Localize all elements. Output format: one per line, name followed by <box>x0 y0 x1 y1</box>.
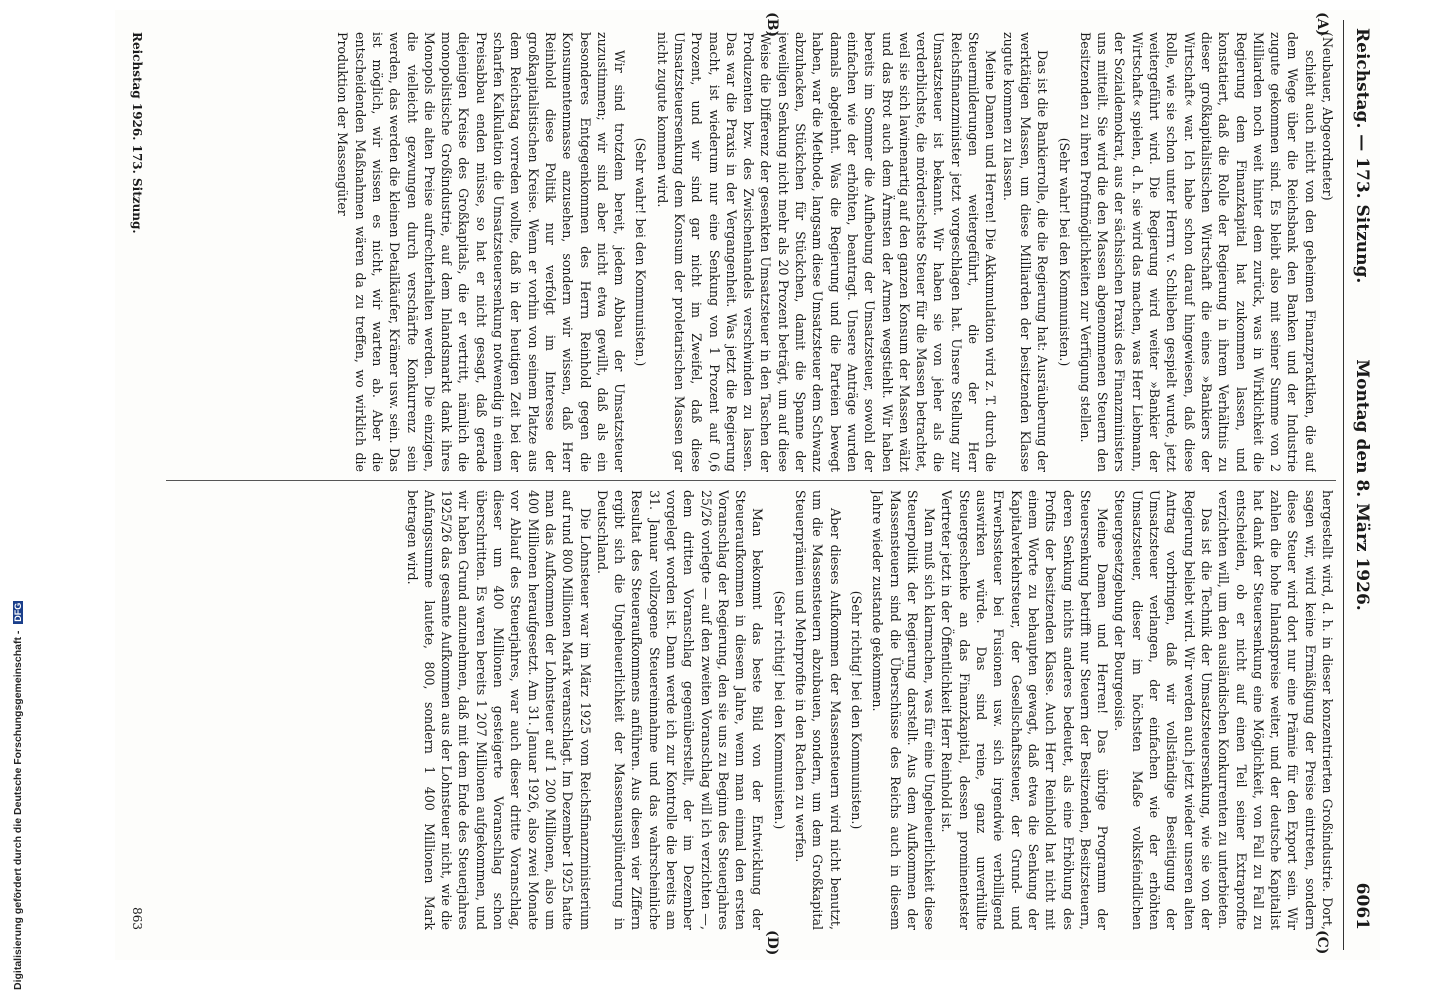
margin-mark-b: (B) <box>764 12 780 38</box>
header-left: Reichstag. — 173. Sitzung. <box>1352 28 1372 284</box>
paragraph: Wir sind trotzdem bereit, jedem Abbau der Umsatzsteuer zuzustimmen; wir sind aber nicht etwa gewillt, daß als ein besonderes Entgegenkommen des Herrn Reinhold gegen die Konsumentenmasse anzusehen, sondern wir wissen, daß Herr Reinhold diese Politik nur verfolgt im Interesse der großkapitalistischen Kreise. Wenn er vorhin von seinem Platze aus dem Reichstag vorreden wollte, daß in der heutigen Zeit bei der scharfen Kalkulation die Umsatzsteuersenkung notwendig in einem Preisabbau enden müsse, so hat er nicht gesagt, daß gerade diejenigen Kreise des Großkapitals, die er vertritt, nämlich die monopolistische Großindustrie, auf dem Inlandsmarkt dank ihres Monopols die alten Preise aufrechterhalten werden. Die einzigen, die vielleicht gezwungen durch verschärfte Konkurrenz sein werden, das werden die kleinen Detailkäufer, Krämer usw. sein. Das ist möglich, wir wissen es nicht, wir warten ab. Aber die entscheidenden Maßnahmen wären da zu treffen, wo wirklich die Produktion der Massengüter <box>335 32 628 472</box>
right-text-column <box>156 490 1336 930</box>
paragraph: (Neubauer, Abgeordneter) <box>1320 32 1335 201</box>
page-number: 6061 <box>1352 882 1372 930</box>
paragraph: hergestellt wird, d. h. in dieser konzentrierten Großindustrie. Dort, sagen wir, wird keine Ermäßigung der Preise eintreten, sondern diese Steuer wird dort nur eine Prämie für den Export sein. Wir zahlen die hohe Inlandspreise weiter, und der deutsche Kapitalist hat dank der Steuersenkung eine Möglichkeit, von Fall zu Fall zu entscheiden, ob er nicht auf einen Teil seiner Extraprofite verzichten will, um den ausländischen Konkurrenten zu unterbieten. <box>1216 490 1335 930</box>
paragraph: Das ist die Bankierrolle, die die Regierung hat: Ausräuberung der werktätigen Massen, um diese Milliarden der besitzenden Klasse zugute kommen zu lassen. <box>1000 32 1051 472</box>
interjection: (Sehr richtig! bei den Kommunisten.) <box>848 590 864 830</box>
interjection: (Sehr wahr! bei den Kommunisten.) <box>1056 137 1072 367</box>
footer-page-number: 863 <box>130 907 144 930</box>
document-page <box>115 10 1380 960</box>
dfg-logo: DFG <box>13 602 23 622</box>
header-rule <box>1343 20 1344 950</box>
digitization-note <box>0 0 24 1000</box>
interjection: (Sehr richtig! bei den Kommunisten.) <box>771 590 787 830</box>
margin-mark-d: (D) <box>764 930 780 956</box>
interjection: (Sehr wahr! bei den Kommunisten.) <box>633 137 649 367</box>
footer-session: Reichstag 1926. 173. Sitzung. <box>130 32 144 234</box>
header-date: Montag den 8. März 1926. <box>1352 359 1372 611</box>
page-header <box>1346 10 1380 960</box>
paragraph: Man bekommt das beste Bild von der Entwicklung der Steueraufkommen in diesem Jahre, wenn man einmal den ersten Voranschlag der Regierung, den sie uns zu Beginn des Steuerjahres 25/26 vorlegte — auf den zweiten Voranschlag will ich verzichten —, dem dritten Voranschlag gegenüberstellt, der im Dezember vorgelegt worden ist. Dann werde ich zur Kontrolle die bereits am 31. Januar vollzogene Steuereinnahme und das wahrscheinliche Resultat des Steueraufkommens anführen. Aus diesen vier Ziffern ergibt sich die Ungeheuerlichkeit der Massenausplünderung in Deutschland. <box>594 490 766 930</box>
left-text-column <box>156 32 1336 472</box>
digitization-text: Digitalisierung gefördert durch die Deutsche Forschungsgemeinschaft - <box>12 630 24 990</box>
margin-mark-c: (C) <box>1314 930 1330 955</box>
column-divider <box>166 480 1336 481</box>
paragraph: Die Lohnsteuer war im März 1925 vom Reichsfinanzministerium auf rund 800 Millionen Mark veranschlagt. Im Dezember 1925 hatte man das Aufkommen der Lohnsteuer auf 1 200 Millionen, also um 400 Millionen heraufgesetzt. Am 31. Januar 1926, also zwei Monate vor Ablauf des Steuerjahres, war auch dieser dritte Voranschlag, dieser um 400 Millionen gesteigerte Voranschlag schon überschritten. Es waren bereits 1 207 Millionen aufgekommen, und wir haben Grund anzunehmen, daß mit dem Ende des Steuerjahres 1925/26 das gesamte Aufkommen aus der Lohnsteuer nicht, wie die Anfangssumme lautete, 800, sondern 1 400 Millionen Mark betragen wird. <box>404 490 593 930</box>
paragraph: Meine Damen und Herren! Die Akkumulation wird z. T. durch die Steuermilderungen weitergeführt, die der Herr Reichsfinanzminister jetzt vorgeschlagen hat. Unsere Stellung zur Umsatzsteuer ist bekannt. Wir haben sie von jeher als die verderblichste, die mörderischste Steuer für die Massen betrachtet, weil sie sich lawinenartig auf den ganzen Konsum der Massen wälzt und das Brot auch dem Ärmsten der Armen wegstiehlt. Wir haben bereits im Sommer die Aufhebung der Umsatzsteuer, sowohl der einfachen wie der erhöhten, beantragt. Unsere Anträge wurden damals abgelehnt. Was die Regierung und die Parteien bewegt haben, war die Methode, langsam diese Umsatzsteuer dem Schwanz abzuhacken, Stückchen für Stückchen, damit die Spanne der jeweiligen Senkung nicht mehr als 20 Prozent beträgt, um auf diese Weise die Differenz der gesenkten Umsatzsteuer in den Taschen der Produzenten bzw. des Zwischenhandels verschwinden zu lassen. Das war die Praxis in der Vergangenheit. Was jetzt die Regierung macht, ist wiederum nur eine Senkung von 1 Prozent auf 0,6 Prozent, und wir sind gar nicht im Zweifel, daß diese Umsatzsteuersenkung dem Konsum der proletarischen Massen gar nicht zugute kommen wird. <box>654 32 999 472</box>
margin-mark-a: (A) <box>1314 12 1330 37</box>
paragraph: Das ist die Technik der Umsatzsteuersenkung, wie sie von der Regierung beliebt wird. Wir werden auch jetzt wieder unseren alten Antrag vorbringen, daß wir vollständige Beseitigung der Umsatzsteuer verlangen, der einfachen wie der erhöhten Umsatzsteuer, dieser im höchsten Maße volksfeindlichen Steuergesetzgebung der Bourgeoisie. <box>1112 490 1214 930</box>
paragraph: schieht auch nicht von den geheimen Finanzpraktiken, die auf dem Wege über die Reichsbank den Banken und der Industrie zugute gekommen sind. Es bleibt also mit seiner Summe von 2 Milliarden noch weit hinter dem zurück, was in Wirklichkeit die Regierung dem Finanzkapital hat zukommen lassen, und konstatiert, daß die Rolle der Regierung in ihrem Verhältnis zu dieser großkapitalistischen Wirtschaft die eines »Bankiers der Wirtschaft« war. Ich habe schon darauf hingewiesen, daß diese Rolle, wie sie schon unter Herrn v. Schlieben gespielt wurde, jetzt weitergeführt wird. Die Regierung wird weiter »Bankier der Wirtschaft« spielen, d. h. sie wird das machen, was Herr Liebmann, der Sozialdemokrat, aus der sächsischen Praxis des Finanzministers uns mitteilt. Sie wird die den Massen abgenommenen Steuern den Besitzenden zu ihren Profitmöglichkeiten zur Verfügung stellen. <box>1077 32 1318 472</box>
paragraph: Meine Damen und Herren! Das übrige Programm der Steuersenkung betrifft nur Steuern der Besitzenden, Besitzsteuern, deren Senkung nichts anderes bedeutet, als eine Erhöhung des Profits der besitzenden Klasse. Auch Herr Reinhold hat nicht mit einem Worte zu behaupten gewagt, daß etwa die Senkung der Kapitalverkehrsteuer, der Gesellschaftssteuer, der Grund- und Erwerbssteuer bei Fusionen usw. sich irgendwie verbilligend auswirken würde. Das sind reine, ganz unverhüllte Steuergeschenke an das Finanzkapital, dessen prominentester Vertreter jetzt in der Öffentlichkeit Herr Reinhold ist. <box>939 490 1111 930</box>
paragraph: Aber dieses Aufkommen der Massensteuern wird nicht benutzt, um die Massensteuern abzubauen, sondern, um dem Großkapital Steuerprämien und Mehrprofite in den Rachen zu werfen. <box>793 490 843 930</box>
paragraph: Man muß sich klarmachen, was für eine Ungeheuerlichkeit diese Steuerpolitik der Regierung darstellt. Aus dem Aufkommen der Massensteuern sind die Überschüsse des Reichs auch in diesem Jahre wieder zustande gekommen. <box>870 490 938 930</box>
